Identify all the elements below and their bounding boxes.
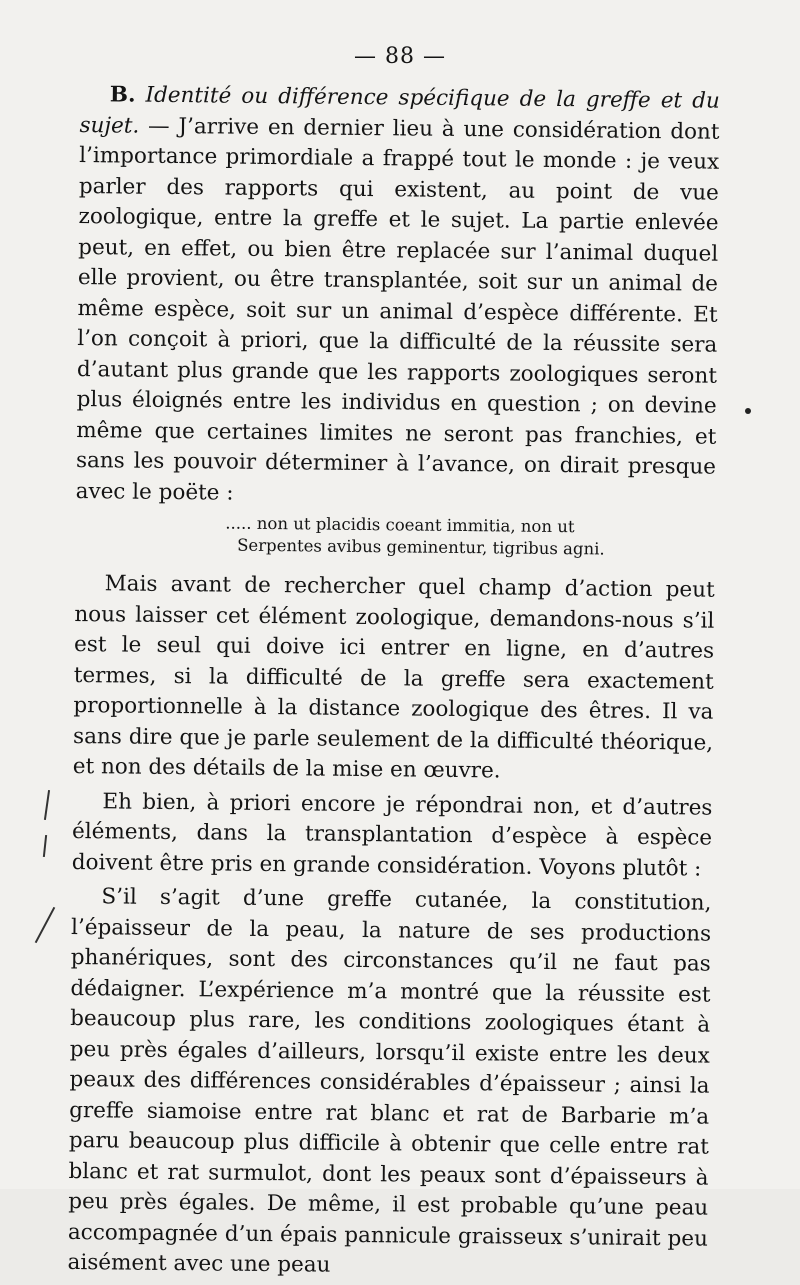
paragraph-3: Eh bien, à priori encore je répondrai non, et d’autres éléments, dans la transplantation d’espèce à espèce doivent être pris en grande considération. Voyons plutôt : bbox=[71, 788, 713, 882]
quote-line-2: Serpentes avibus geminentur, tigribus agni. bbox=[237, 535, 605, 559]
paragraph-1 bbox=[76, 80, 720, 514]
section-label: B. bbox=[109, 82, 136, 108]
body-text bbox=[67, 80, 720, 1285]
margin-pencil-mark-3 bbox=[35, 907, 56, 943]
margin-ink-dot bbox=[745, 408, 751, 414]
margin-pencil-mark-2 bbox=[43, 835, 47, 857]
section-heading: Identité ou différence spécifique de la greffe et du sujet. bbox=[79, 82, 720, 139]
paragraph-4: S’il s’agit d’une greffe cutanée, la constitution, l’épaisseur de la peau, la nature de ses productions phanériques, sont des circonstances qu’il ne faut pas dédaigner. L’expérience m’a montré que la réussite est beaucoup plus rare, les conditions zoologiques étant à peu près égales d’ailleurs, lorsqu’il existe entre les deux peaux des différences considérables d’épaisseur ; ainsi la greffe siamoise entre rat blanc et rat de Barbarie m’a paru beaucoup plus difficile à obtenir que celle entre rat blanc et rat surmulot, dont les peaux sont d’épaisseurs à peu près égales. De même, il est probable qu’une peau accompagnée d’un épais pannicule graisseux s’unirait peu aisément avec une peau bbox=[67, 884, 712, 1278]
page-number: — 88 — bbox=[354, 44, 446, 69]
quote-line-1: ..... non ut placidis coeant immitia, non ut bbox=[225, 513, 575, 537]
latin-quotation bbox=[75, 511, 715, 562]
margin-pencil-mark-1 bbox=[44, 790, 50, 820]
paragraph-1-text: — J’arrive en dernier lieu à une considération dont l’importance primordiale a frappé tout le monde : je veux parler des rapports qui existent, au point de vue zoologique, entre la greffe et le sujet. La partie enlevée peut, en effet, ou bien être replacée sur l’animal duquel elle provient, ou être transplantée, soit sur un animal de même espèce, soit sur un animal d’espèce différente. Et l’on conçoit à priori, que la difficulté de la réussite sera d’autant plus grande que les rapports zoologiques seront plus éloignés entre les individus en question ; on devine même que certaines limites ne seront pas franchies, et sans les pouvoir déterminer à l’avance, on dirait presque avec le poëte : bbox=[75, 113, 720, 506]
paragraph-2: Mais avant de rechercher quel champ d’action peut nous laisser cet élément zoologique, demandons-nous s’il est le seul qui doive ici entrer en ligne, en d’autres termes, si la difficulté de la greffe sera exactement proportionnelle à la distance zoologique des êtres. Il va sans dire que je parle seulement de la difficulté théorique, et non des détails de la mise en œuvre. bbox=[72, 571, 715, 784]
